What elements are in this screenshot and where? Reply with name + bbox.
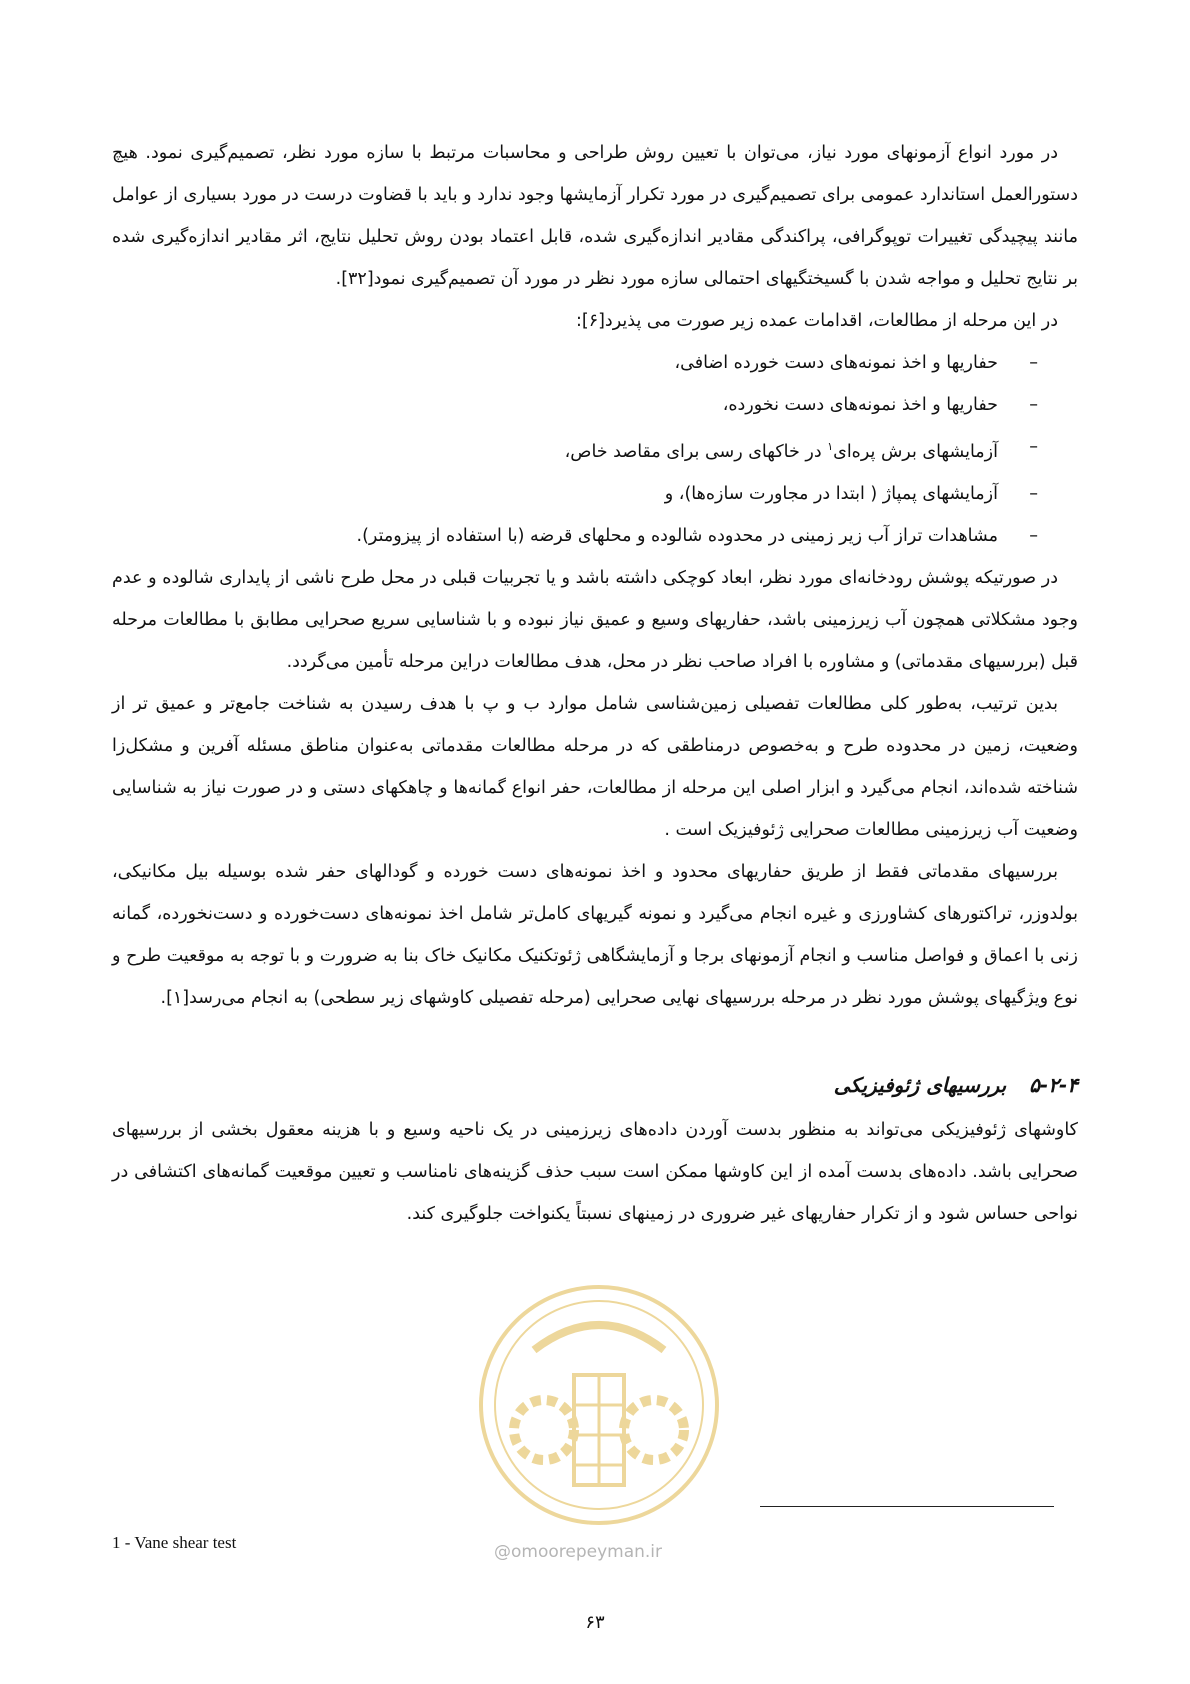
footnote-divider [760,1506,1054,1507]
list-item [112,515,1038,557]
footnote: 1 - Vane shear test [112,1533,237,1552]
dash-bullet: – [1029,525,1038,546]
at-icon: @ [494,1542,511,1562]
page-content [112,132,1078,1235]
section-heading [112,1063,1078,1107]
list-item-text: در خاکهای رسی برای مقاصد خاص، [564,441,822,462]
list-item [112,384,1038,426]
dash-bullet: – [1029,353,1038,373]
list-item [112,473,1038,515]
watermark-site: @omoorepeyman.ir [494,1542,663,1562]
list-item-text: آزمایشهای پمپاژ ( ابتدا در مجاورت سازه‌ها)، و [664,483,998,504]
dash-bullet: – [1029,437,1038,457]
list-item-text: مشاهدات تراز آب زیر زمینی در محدوده شالوده و محلهای قرضه (با استفاده از پیزومتر). [356,525,998,546]
list-item-text-prefix: آزمایشهای برش پره‌ای [833,441,998,462]
dash-bullet: – [1029,483,1038,504]
section-title: بررسیهای ژئوفیزیکی [833,1072,1007,1097]
list-item [112,426,1038,473]
list-item [112,342,1038,384]
list-item-text: حفاریها و اخذ نمونه‌های دست نخورده، [722,395,998,415]
section-number: ۵-۲-۴ [1029,1072,1078,1097]
paragraph-test-decision: در مورد انواع آزمونهای مورد نیاز، می‌توان با تعیین روش طراحی و محاسبات مرتبط با سازه مورد نظر، تصمیم‌گیری نمود. هیچ دستورالعمل استاندارد عمومی برای تصمیم‌گیری در مورد تکرار آزمایشها وجود ندارد و باید با قضاوت درست در مورد بسیاری از عوامل مانند پیچیدگی تغییرات توپوگرافی، پراکندگی مقادیر اندازه‌گیری شده، قابل اعتماد بودن روش تحلیل نتایج، اثر مقادیر اندازه‌گیری شده بر نتایج تحلیل و مواجه شدن با گسیختگیهای احتمالی سازه مورد نظر در مورد آن تصمیم‌گیری نمود[۳۲]. [112,143,1078,289]
actions-list [112,342,1078,557]
dash-bullet: – [1029,395,1038,415]
footnote-reference: ۱ [827,440,834,453]
page-number: ۶۳ [585,1612,605,1633]
list-item-text: حفاریها و اخذ نمونه‌های دست خورده اضافی، [674,353,998,373]
paragraph-stage-actions: در این مرحله از مطالعات، اقدامات عمده زیر صورت می پذیرد[۶]: [575,311,1058,331]
paragraph-preliminary-surveys: بررسیهای مقدماتی فقط از طریق حفاریهای محدود و اخذ نمونه‌های دست خورده و گودالهای حفر شده بوسیله بیل مکانیکی، بولدوزر، تراکتورهای کشاورزی و غیره انجام می‌گیرد و نمونه گیریهای کامل‌تر شامل اخذ نمونه‌های دست‌خورده و دست‌نخورده، گمانه زنی با اعماق و فواصل مناسب و انجام آزمونهای برجا و آزمایشگاهی ژئوتکنیک مکانیک خاک بنا به ضرورت و با توجه به موقعیت طرح و نوع ویژگیهای پوشش مورد نظر در مرحله بررسیهای نهایی صحرایی (مرحله تفصیلی کاوشهای زیر سطحی) به انجام می‌رسد[۱]. [112,861,1078,1008]
paragraph-river-cover: در صورتیکه پوشش رودخانه‌ای مورد نظر، ابعاد کوچکی داشته باشد و یا تجربیات قبلی در محل طرح ناشی از پایداری شالوده و عدم وجود مشکلاتی همچون آب زیرزمینی باشد، حفاریهای وسیع و عمیق نیاز نبوده و با شناسایی سریع صحرایی مطابق با مطالعات مرحله قبل (بررسیهای مقدماتی) و مشاوره با افراد صاحب نظر در محل، هدف مطالعات دراین مرحله تأمین می‌گردد. [112,567,1078,672]
paragraph-detailed-studies: بدین ترتیب، به‌طور کلی مطالعات تفصیلی زمین‌شناسی شامل موارد ب و پ با هدف رسیدن به شناخت جامع‌تر و عمیق تر از وضعیت، زمین در محدوده طرح و به‌خصوص درمناطقی که در مرحله مطالعات مقدماتی به‌عنوان مناطق مسئله آفرین و مشکل‌زا شناخته شده‌اند، انجام می‌گیرد و ابزار اصلی این مرحله از مطالعات، حفر انواع گمانه‌ها و چاهکهای دستی و در صورت نیاز به شناسایی وضعیت آب زیرزمینی مطالعات صحرایی ژئوفیزیک است . [112,693,1078,840]
paragraph-geophysics: کاوشهای ژئوفیزیکی می‌تواند به منظور بدست آوردن داده‌های زیرزمینی در یک ناحیه وسیع و با هزینه معقول بخشی از بررسیهای صحرایی باشد. داده‌های بدست آمده از این کاوشها ممکن است سبب حذف گزینه‌های نامناسب و تعیین موقعیت گمانه‌های اکتشافی در نواحی حساس شود و از تکرار حفاریهای غیر ضروری در زمینهای نسبتاً یکنواخت جلوگیری کند. [112,1119,1078,1224]
watermark-logo [474,1280,724,1530]
